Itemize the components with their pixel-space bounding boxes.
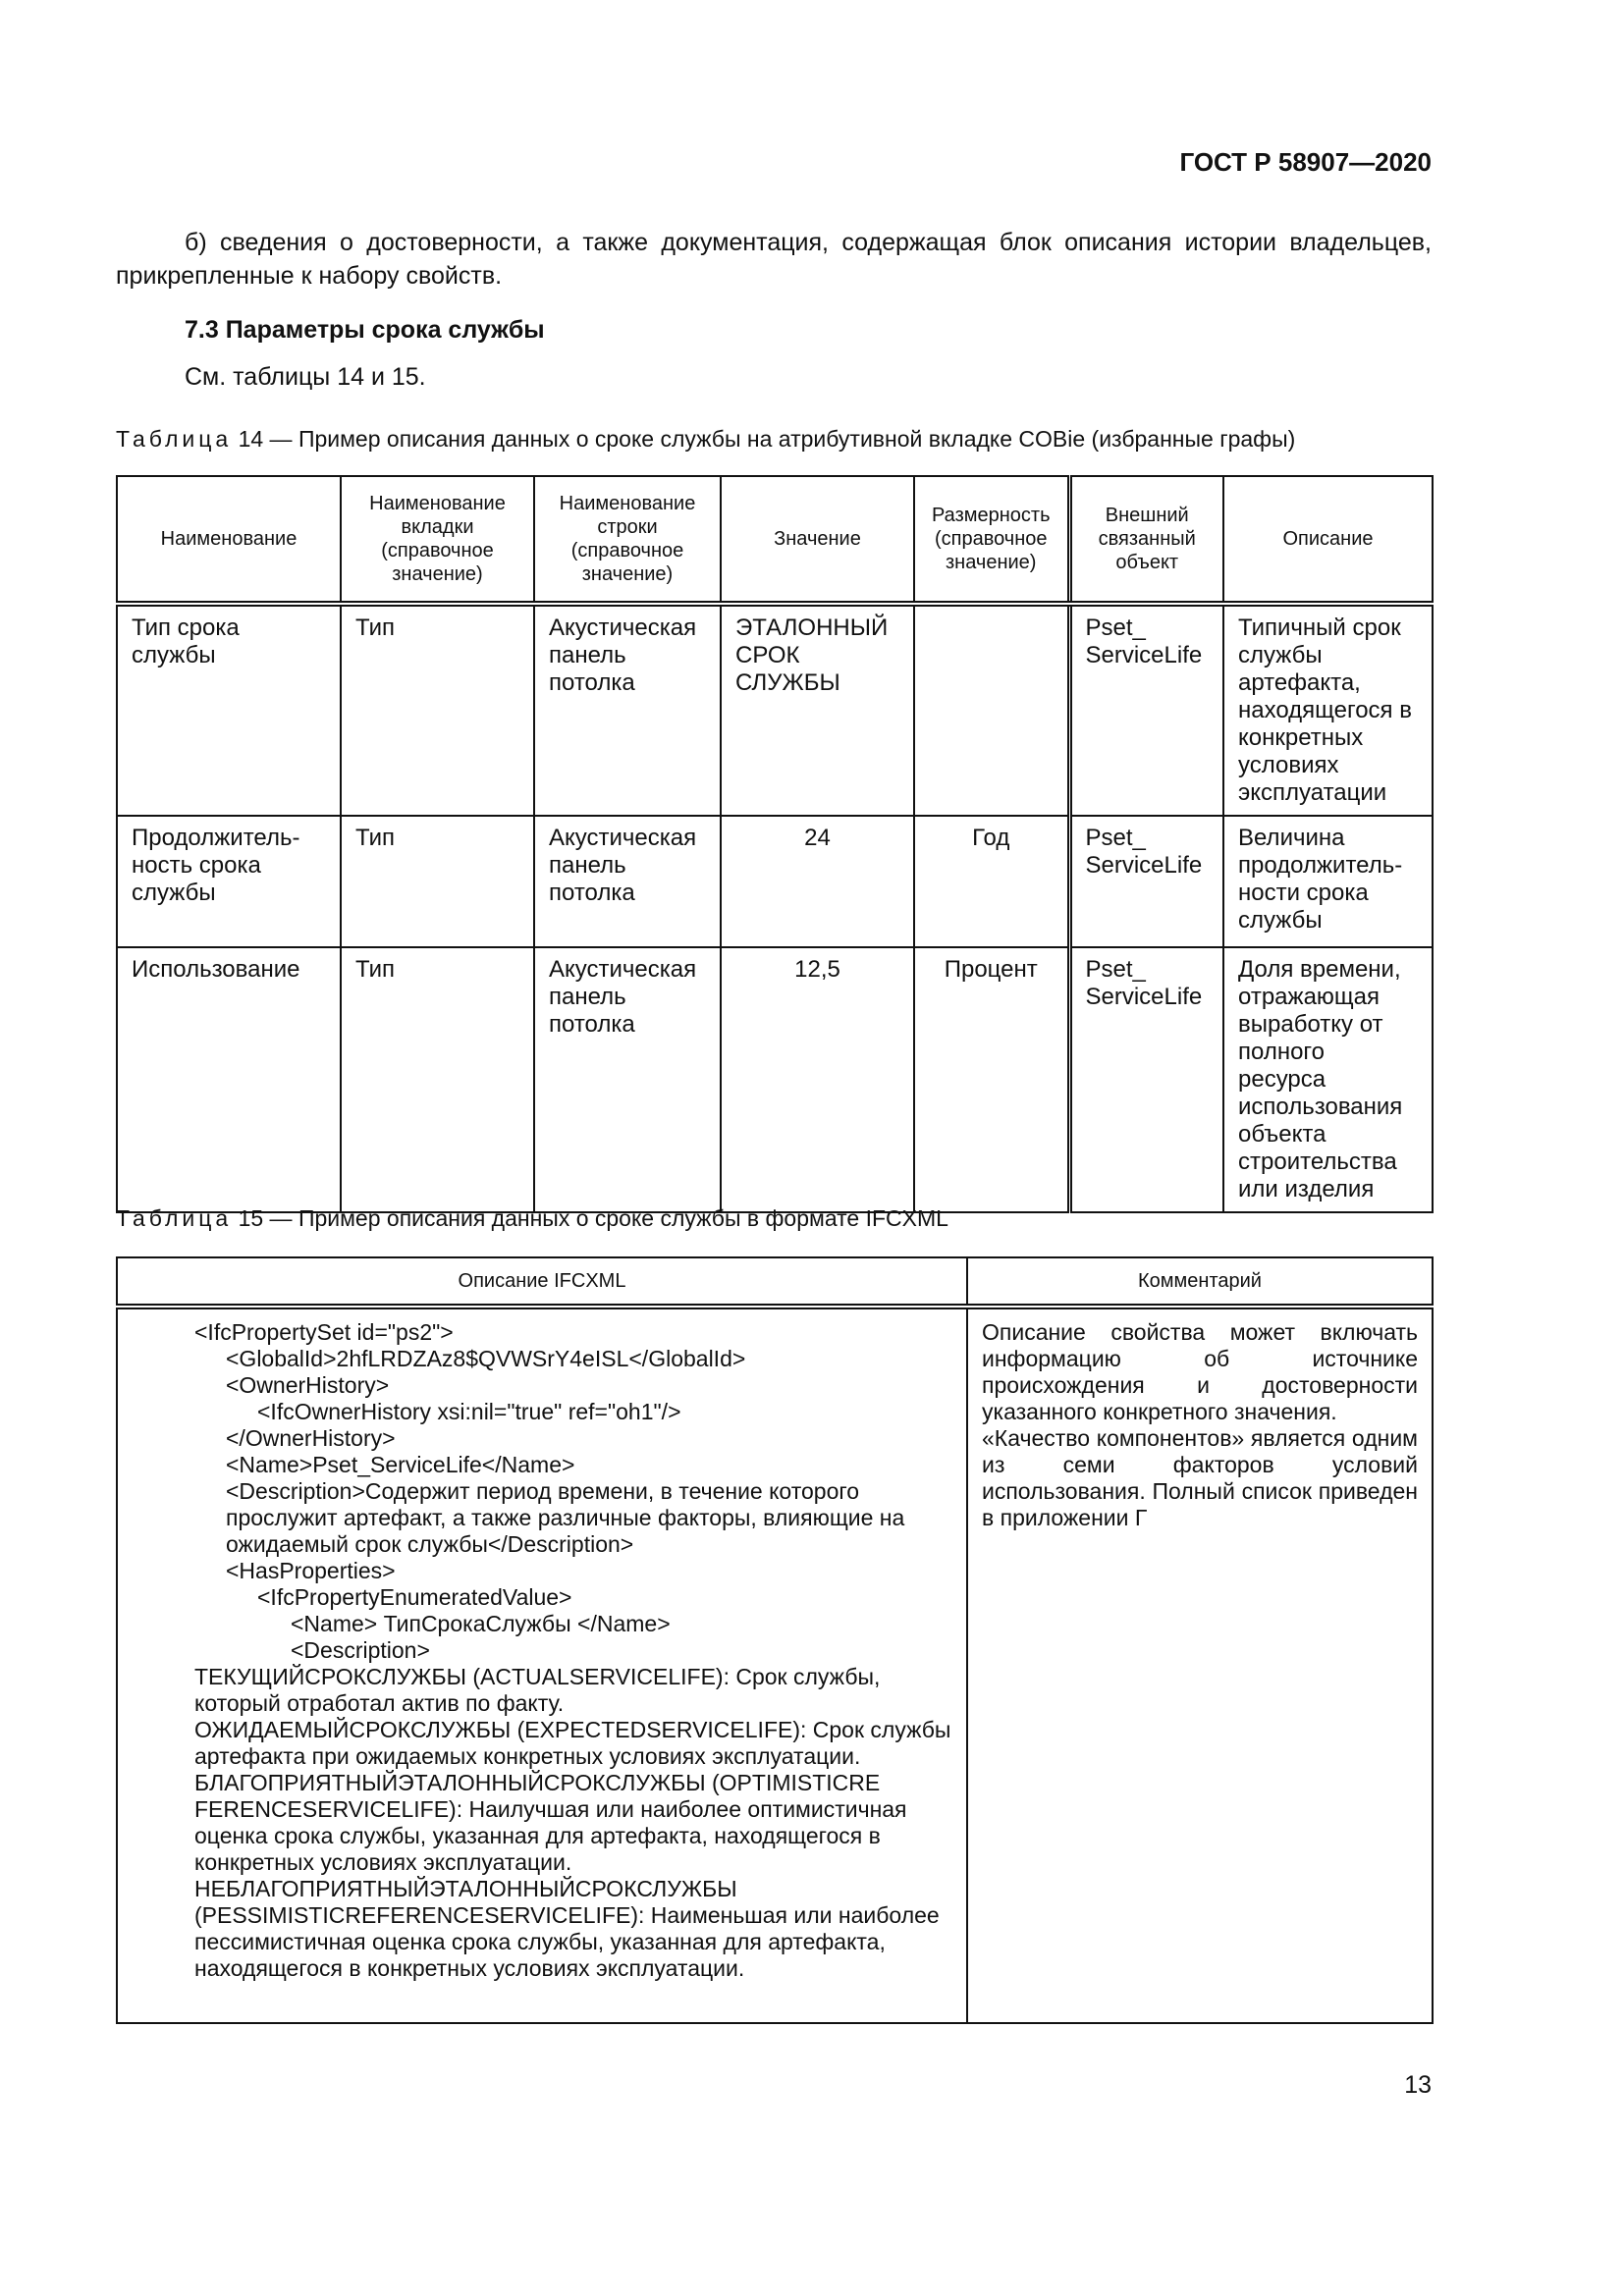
xml-line: <Name> ТипСрокаСлужбы </Name> [291, 1611, 671, 1636]
table14-caption-word: Таблица [116, 426, 233, 452]
table14-header-name: Наименование [117, 476, 341, 604]
table14-header-row [117, 476, 1433, 604]
table-row [117, 816, 1433, 947]
table14-header-unit: Размерность (справочное значение) [914, 476, 1069, 604]
xml-line: <IfcPropertyEnumeratedValue> [257, 1584, 572, 1610]
table14-header-external: Внешний связанный объект [1069, 476, 1223, 604]
table-cell: 12,5 [721, 947, 914, 1212]
table14-caption-text: 14 — Пример описания данных о сроке службы на атрибутивной вкладке COBie (избранные графы) [232, 426, 1296, 452]
table15-header-row [117, 1257, 1433, 1307]
see-tables-text: См. таблицы 14 и 15. [185, 363, 426, 391]
comment-cell [967, 1307, 1433, 2023]
table-cell: Процент [914, 947, 1069, 1212]
table-row [117, 947, 1433, 1212]
table-cell: Акустическая панель потолка [534, 604, 721, 816]
table-cell: Pset_ ServiceLife [1069, 816, 1223, 947]
section-title: 7.3 Параметры срока службы [185, 316, 545, 344]
xml-line: <Description> [291, 1637, 430, 1663]
table14-header-description: Описание [1223, 476, 1433, 604]
table14-header-row-name: Наименование строки (справочное значение) [534, 476, 721, 604]
table-cell: Доля времени, отражающая выработку от полного ресурса использования объекта строительства или изделия [1223, 947, 1433, 1212]
document-id: ГОСТ Р 58907—2020 [1179, 147, 1432, 177]
table-cell: Pset_ ServiceLife [1069, 947, 1223, 1212]
table-cell: Продолжительность срока службы [117, 816, 341, 947]
table-cell: Тип [341, 604, 534, 816]
table15-header-comment: Комментарий [967, 1257, 1433, 1307]
xml-line: <HasProperties> [226, 1558, 396, 1583]
table14-header-tab: Наименование вкладки (справочное значение) [341, 476, 534, 604]
table-cell: Типичный срок службы артефакта, находящегося в конкретных условиях эксплуатации [1223, 604, 1433, 816]
table-cell: Тип [341, 816, 534, 947]
xml-line: <Description>Содержит период времени, в течение которого прослужит артефакт, а также различные факторы, влияющие на ожидаемый срок службы</Description> [226, 1478, 911, 1557]
comment-paragraph: Описание свойства может включать информацию об источнике происхождения и достоверности указанного конкретного значения. [982, 1319, 1425, 1424]
xml-line: <GlobalId>2hfLRDZAz8$QVWSrY4eISL</GlobalId> [226, 1346, 746, 1371]
table14-caption [116, 426, 1295, 453]
table-cell: ЭТАЛОННЫЙ СРОК СЛУЖБЫ [721, 604, 914, 816]
xml-line: БЛАГОПРИЯТНЫЙЭТАЛОННЫЙСРОКСЛУЖБЫ (OPTIMISTICRE FERENCESERVICELIFE): Наилучшая или наиболее оптимистичная оценка срока службы, указанная для артефакта, находящегося в конкретных условиях эксплуатации. [194, 1770, 913, 1875]
table-cell: Акустическая панель потолка [534, 816, 721, 947]
table-15 [116, 1256, 1434, 2024]
xml-line: <Name>Pset_ServiceLife</Name> [226, 1452, 575, 1477]
xml-line: <IfcOwnerHistory xsi:nil="true" ref="oh1"/> [257, 1399, 681, 1424]
xml-line: </OwnerHistory> [226, 1425, 396, 1451]
page-number: 13 [1404, 2071, 1432, 2099]
table-cell [914, 604, 1069, 816]
table-cell: Год [914, 816, 1069, 947]
table15-caption-text: 15 — Пример описания данных о сроке службы в формате IFCXML [232, 1205, 948, 1231]
xml-line: <OwnerHistory> [226, 1372, 390, 1398]
table14-header-value: Значение [721, 476, 914, 604]
table-row [117, 1307, 1433, 2023]
comment-paragraph: «Качество компонентов» является одним из семи факторов условий использования. Полный список приведен в приложении Г [982, 1425, 1425, 1530]
table15-header-ifcxml: Описание IFCXML [117, 1257, 967, 1307]
table-cell: Pset_ ServiceLife [1069, 604, 1223, 816]
table-cell: Использование [117, 947, 341, 1212]
table15-caption [116, 1205, 948, 1232]
table-14 [116, 475, 1434, 1213]
table-cell: Величина продолжительности срока службы [1223, 816, 1433, 947]
table-cell: Тип срока службы [117, 604, 341, 816]
ifcxml-cell [117, 1307, 967, 2023]
paragraph-b: б) сведения о достоверности, а также документация, содержащая блок описания истории владельцев, прикрепленные к набору свойств. [116, 229, 1432, 290]
table-cell: 24 [721, 816, 914, 947]
xml-line: ТЕКУЩИЙСРОКСЛУЖБЫ (ACTUALSERVICELIFE): Срок службы, который отработал актив по факту. [194, 1664, 887, 1716]
table-row [117, 604, 1433, 816]
table-cell: Акустическая панель потолка [534, 947, 721, 1212]
table15-caption-word: Таблица [116, 1205, 233, 1231]
xml-line: <IfcPropertySet id="ps2"> [194, 1319, 454, 1345]
table-cell: Тип [341, 947, 534, 1212]
xml-line: НЕБЛАГОПРИЯТНЫЙЭТАЛОННЫЙСРОКСЛУЖБЫ (PESSIMISTICREFERENCESERVICELIFE): Наименьшая или наиболее пессимистичная оценка срока службы, указанная для артефакта, находящегося в конкретных условиях эксплуатации. [194, 1876, 947, 1981]
xml-line: ОЖИДАЕМЫЙСРОКСЛУЖБЫ (EXPECTEDSERVICELIFE): Срок службы артефакта при ожидаемых конкретных условиях эксплуатации. [194, 1717, 957, 1769]
